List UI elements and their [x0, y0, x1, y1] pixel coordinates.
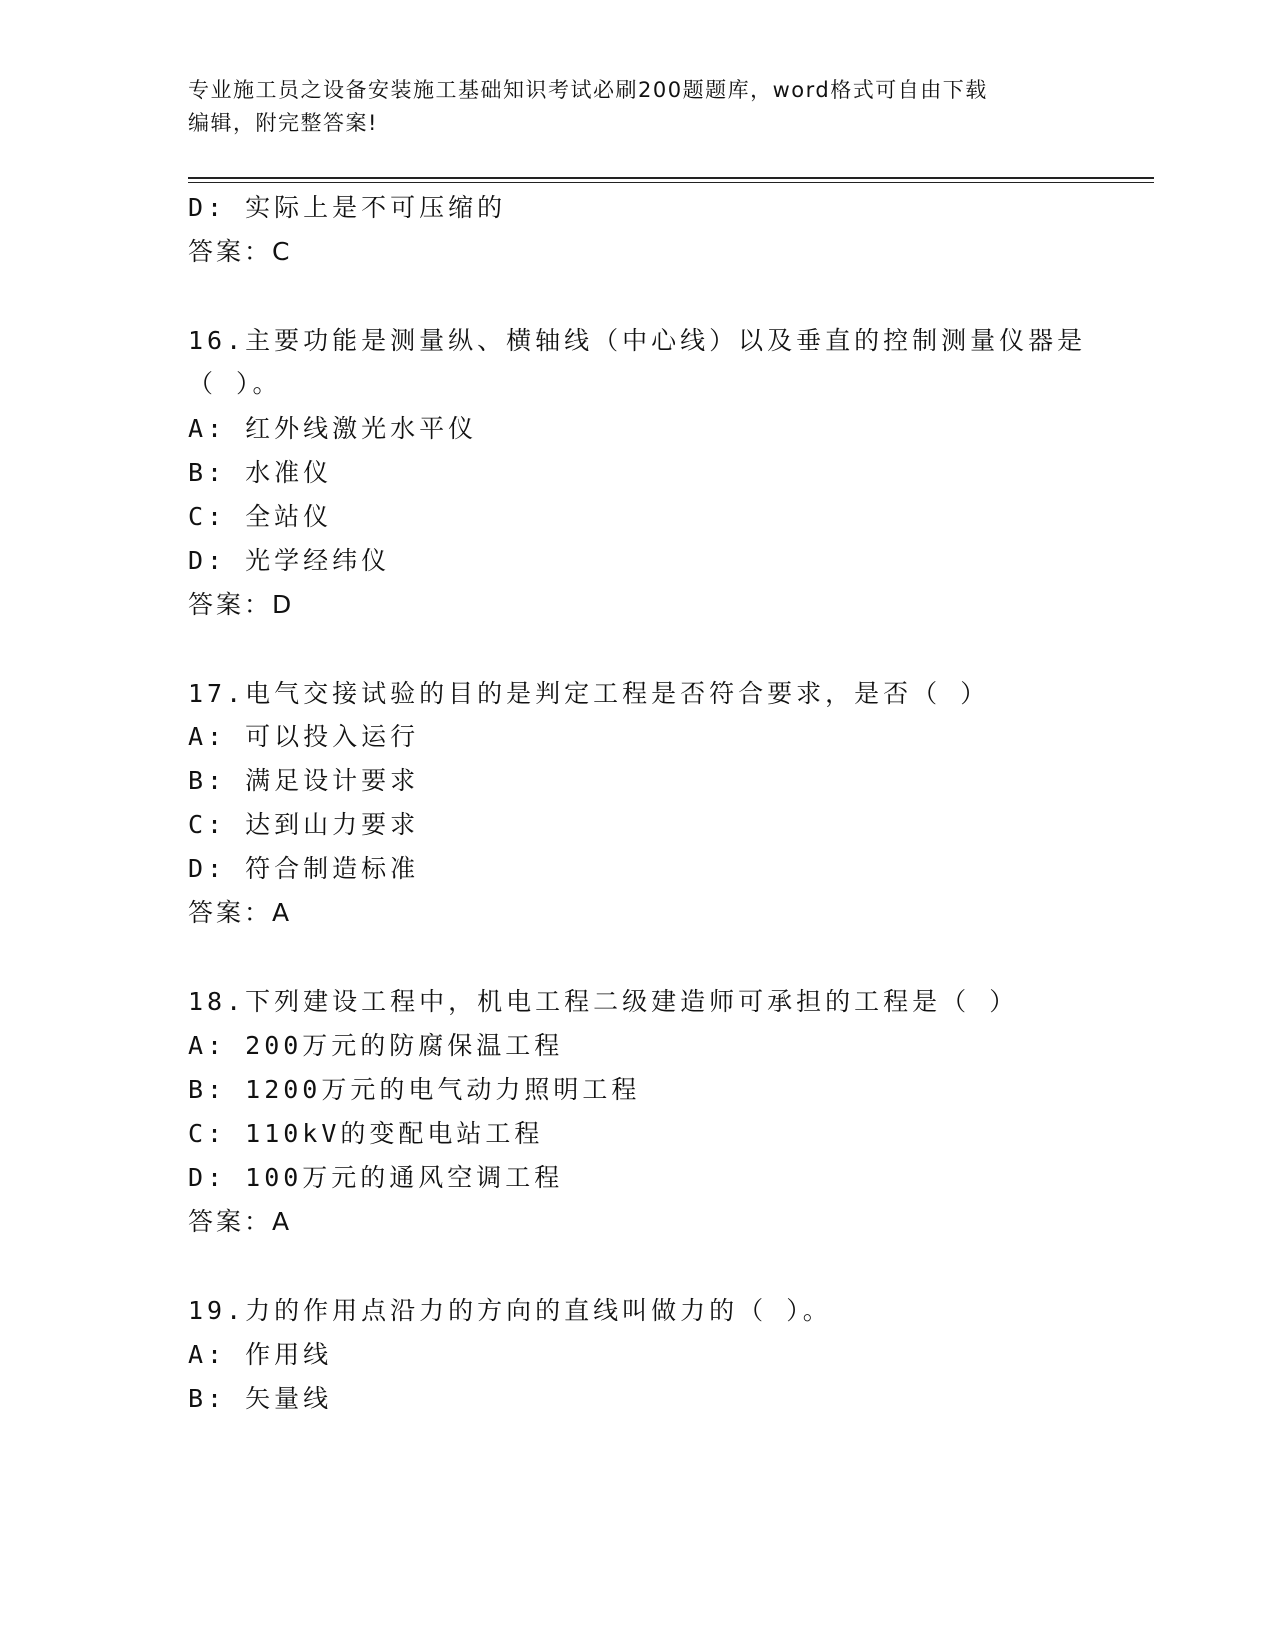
prev-option-d: D: 实际上是不可压缩的	[188, 193, 507, 222]
q18-option-a: A: 200万元的防腐保温工程	[188, 1031, 564, 1060]
q18-answer: 答案：A	[188, 1207, 293, 1236]
q17-stem-line-1: 17.电气交接试验的目的是判定工程是否符合要求，是否（ ）	[188, 679, 990, 708]
q17-option-d: D: 符合制造标准	[188, 854, 420, 883]
q18-option-c: C: 110kV的变配电站工程	[188, 1119, 544, 1148]
q19-stem-line-1: 19.力的作用点沿力的方向的直线叫做力的（ ）。	[188, 1296, 832, 1325]
q16-option-d: D: 光学经纬仪	[188, 546, 391, 575]
header-divider-thin	[188, 182, 1154, 183]
q16-option-b: B: 水准仪	[188, 458, 333, 487]
q16-stem-line-2: （ ）。	[188, 369, 282, 398]
q19-option-a: A: 作用线	[188, 1340, 333, 1369]
q19-option-b: B: 矢量线	[188, 1384, 333, 1413]
q16-option-c: C: 全站仪	[188, 502, 333, 531]
q16-stem-line-1: 16.主要功能是测量纵、横轴线（中心线）以及垂直的控制测量仪器是	[188, 326, 1087, 355]
header-title-line-1: 专业施工员之设备安装施工基础知识考试必刷200题题库，word格式可自由下载	[188, 78, 988, 102]
header-title-line-2: 编辑，附完整答案!	[188, 111, 378, 135]
q16-option-a: A: 红外线激光水平仪	[188, 414, 478, 443]
q17-option-b: B: 满足设计要求	[188, 766, 420, 795]
q18-option-d: D: 100万元的通风空调工程	[188, 1163, 564, 1192]
q18-option-b: B: 1200万元的电气动力照明工程	[188, 1075, 641, 1104]
prev-answer: 答案：C	[188, 237, 293, 266]
q17-option-c: C: 达到山力要求	[188, 810, 420, 839]
q18-stem-line-1: 18.下列建设工程中，机电工程二级建造师可承担的工程是（ ）	[188, 987, 1019, 1016]
q17-option-a: A: 可以投入运行	[188, 722, 420, 751]
header-divider-thick	[188, 177, 1154, 179]
document-header	[188, 74, 1088, 140]
q17-answer: 答案：A	[188, 898, 293, 927]
q16-answer: 答案：D	[188, 590, 295, 619]
